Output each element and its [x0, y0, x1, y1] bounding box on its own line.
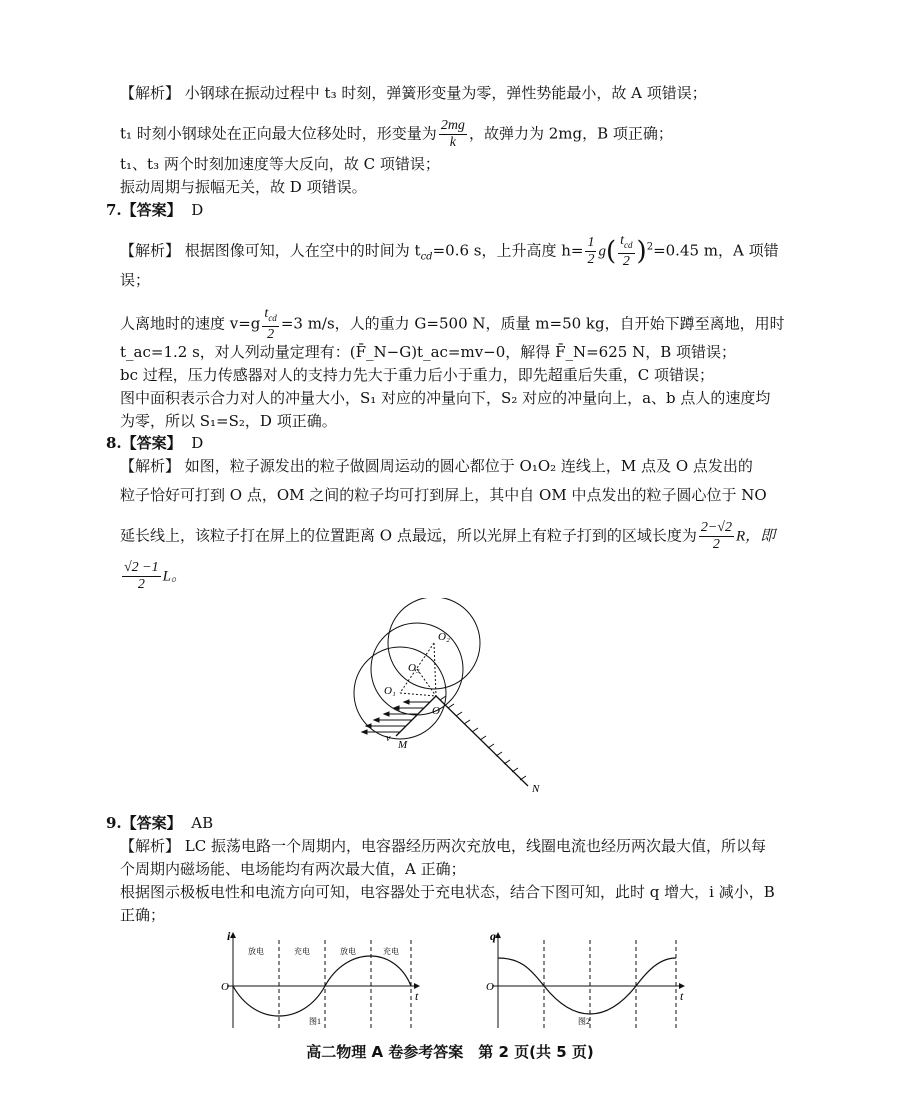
- q6-analysis-line4: 振动周期与振幅无关，故 D 项错误。: [120, 178, 367, 196]
- figure-1-current-graph: [215, 928, 430, 1033]
- q9-analysis-line1: 【解析】 LC 振荡电路一个周期内，电容器经历两次充放电，线圈电流也经历两次最大值，所以每: [120, 837, 766, 855]
- q6-analysis-line2: [120, 118, 673, 151]
- q8-answer-value: D: [191, 434, 204, 452]
- fig1-origin: O: [221, 981, 229, 993]
- fig2-origin: O: [486, 981, 494, 993]
- fig1-phase-4: 充电: [383, 947, 399, 956]
- label-v: v: [386, 733, 391, 744]
- label-m: M: [398, 739, 408, 751]
- page-footer: 高二物理 A 卷参考答案 第 2 页(共 5 页): [306, 1043, 594, 1061]
- q7-analysis-line7: 为零，所以 S₁=S₂，D 项正确。: [120, 412, 337, 430]
- q7-analysis-line1: 【解析】 根据图像可知，人在空中的时间为 $t_{cd}=0.6$ s，上升高度 h= $\frac{1}{2}$ g( $\frac{t_{cd}}{2}$ )$^2$=0.45 m，A 项错: [120, 233, 779, 269]
- q9-analysis-line3: 根据图示极板电性和电流方向可知，电容器处于充电状态，结合下图可知，此时 q 增大，i 减小，B: [120, 883, 775, 901]
- q9-answer: [106, 812, 213, 834]
- q8-answer: [106, 432, 203, 454]
- dotted-o2-o: [434, 643, 436, 696]
- fig1-phase-2: 充电: [294, 947, 310, 956]
- label-o2: O₂: [438, 631, 450, 643]
- q7-answer-value: D: [191, 201, 204, 219]
- screen-hatching: [440, 696, 526, 780]
- fig2-caption: 图2: [578, 1017, 590, 1026]
- q8-analysis-line2: 粒子恰好可打到 O 点，OM 之间的粒子均可打到屏上，其中自 OM 中点发出的粒子圆心位于 NO: [120, 486, 767, 504]
- q7-analysis-line4: t_ac=1.2 s，对人列动量定理有：(F̄_N−G)t_ac=mv−0，解得 F̄_N=625 N，B 项错误；: [120, 343, 736, 361]
- label-o3: O₃: [408, 662, 420, 674]
- fig1-x-label: t: [415, 989, 419, 1003]
- q8-diagram: [340, 598, 560, 798]
- label-o: O: [432, 705, 440, 717]
- q8-analysis-line3: 延长线上，该粒子打在屏上的位置距离 O 点最远，所以光屏上有粒子打到的区域长度为 $\frac{2-√2}{2}$ R，即: [120, 520, 776, 552]
- q9-number: 9.: [106, 814, 122, 832]
- q6-fraction: $\frac{2mg}{k}$: [440, 118, 465, 150]
- dotted-o1-o: [400, 693, 436, 696]
- q8-number: 8.: [106, 434, 122, 452]
- q9-answer-label: 【答案】: [121, 814, 182, 832]
- q6-line2-text-b: ，故弹力为 2mg，B 项正确；: [468, 124, 673, 143]
- label-o1: O₁: [384, 685, 396, 697]
- fig2-y-label: q: [490, 929, 496, 943]
- q7-answer: [106, 199, 203, 221]
- q8-answer-label: 【答案】: [121, 434, 182, 452]
- q7-number: 7.: [106, 201, 122, 219]
- q9-analysis-line2: 个周期内磁场能、电场能均有两次最大值，A 正确；: [120, 860, 466, 878]
- q6-analysis-line1: 【解析】 小钢球在振动过程中 t₃ 时刻，弹簧形变量为零，弹性势能最小，故 A 项错误；: [120, 84, 707, 102]
- fig1-phase-1: 放电: [248, 947, 264, 956]
- figure-2-charge-graph: [480, 928, 695, 1033]
- q7-analysis-line2: 误；: [120, 271, 151, 289]
- q6-line2-text-a: t₁ 时刻小钢球处在正向最大位移处时，形变量为: [120, 124, 437, 143]
- q7-answer-label: 【答案】: [121, 201, 182, 219]
- dotted-o3-o: [417, 669, 436, 696]
- velocity-arrows: [362, 700, 430, 734]
- q6-analysis-line3: t₁、t₃ 两个时刻加速度等大反向，故 C 项错误；: [120, 155, 440, 173]
- q9-analysis-line4: 正确；: [120, 906, 166, 924]
- label-n: N: [532, 783, 540, 795]
- fig1-phase-3: 放电: [340, 947, 356, 956]
- q7-analysis-line6: 图中面积表示合力对人的冲量大小，S₁ 对应的冲量向下，S₂ 对应的冲量向上，a、b 点人的速度均: [120, 389, 771, 407]
- q8-analysis-line4: $\frac{√2 -1}{2}$ L。: [124, 560, 186, 592]
- q7-analysis-line5: bc 过程，压力传感器对人的支持力先大于重力后小于重力，即先超重后失重，C 项错误；: [120, 366, 715, 384]
- q8-analysis-line1: 【解析】 如图，粒子源发出的粒子做圆周运动的圆心都位于 O₁O₂ 连线上，M 点及 O 点发出的: [120, 457, 753, 475]
- fig2-x-label: t: [680, 989, 684, 1003]
- fig1-caption: 图1: [309, 1017, 321, 1026]
- screen-line-on: [436, 696, 528, 786]
- q9-answer-value: AB: [191, 814, 214, 832]
- fig1-y-label: i: [227, 929, 231, 943]
- q7-analysis-line3: 人离地时的速度 v=g $\frac{t_{cd}}{2}$ =3 m/s，人的重力 G=500 N，质量 m=50 kg，自开始下蹲至离地，用时: [120, 306, 785, 342]
